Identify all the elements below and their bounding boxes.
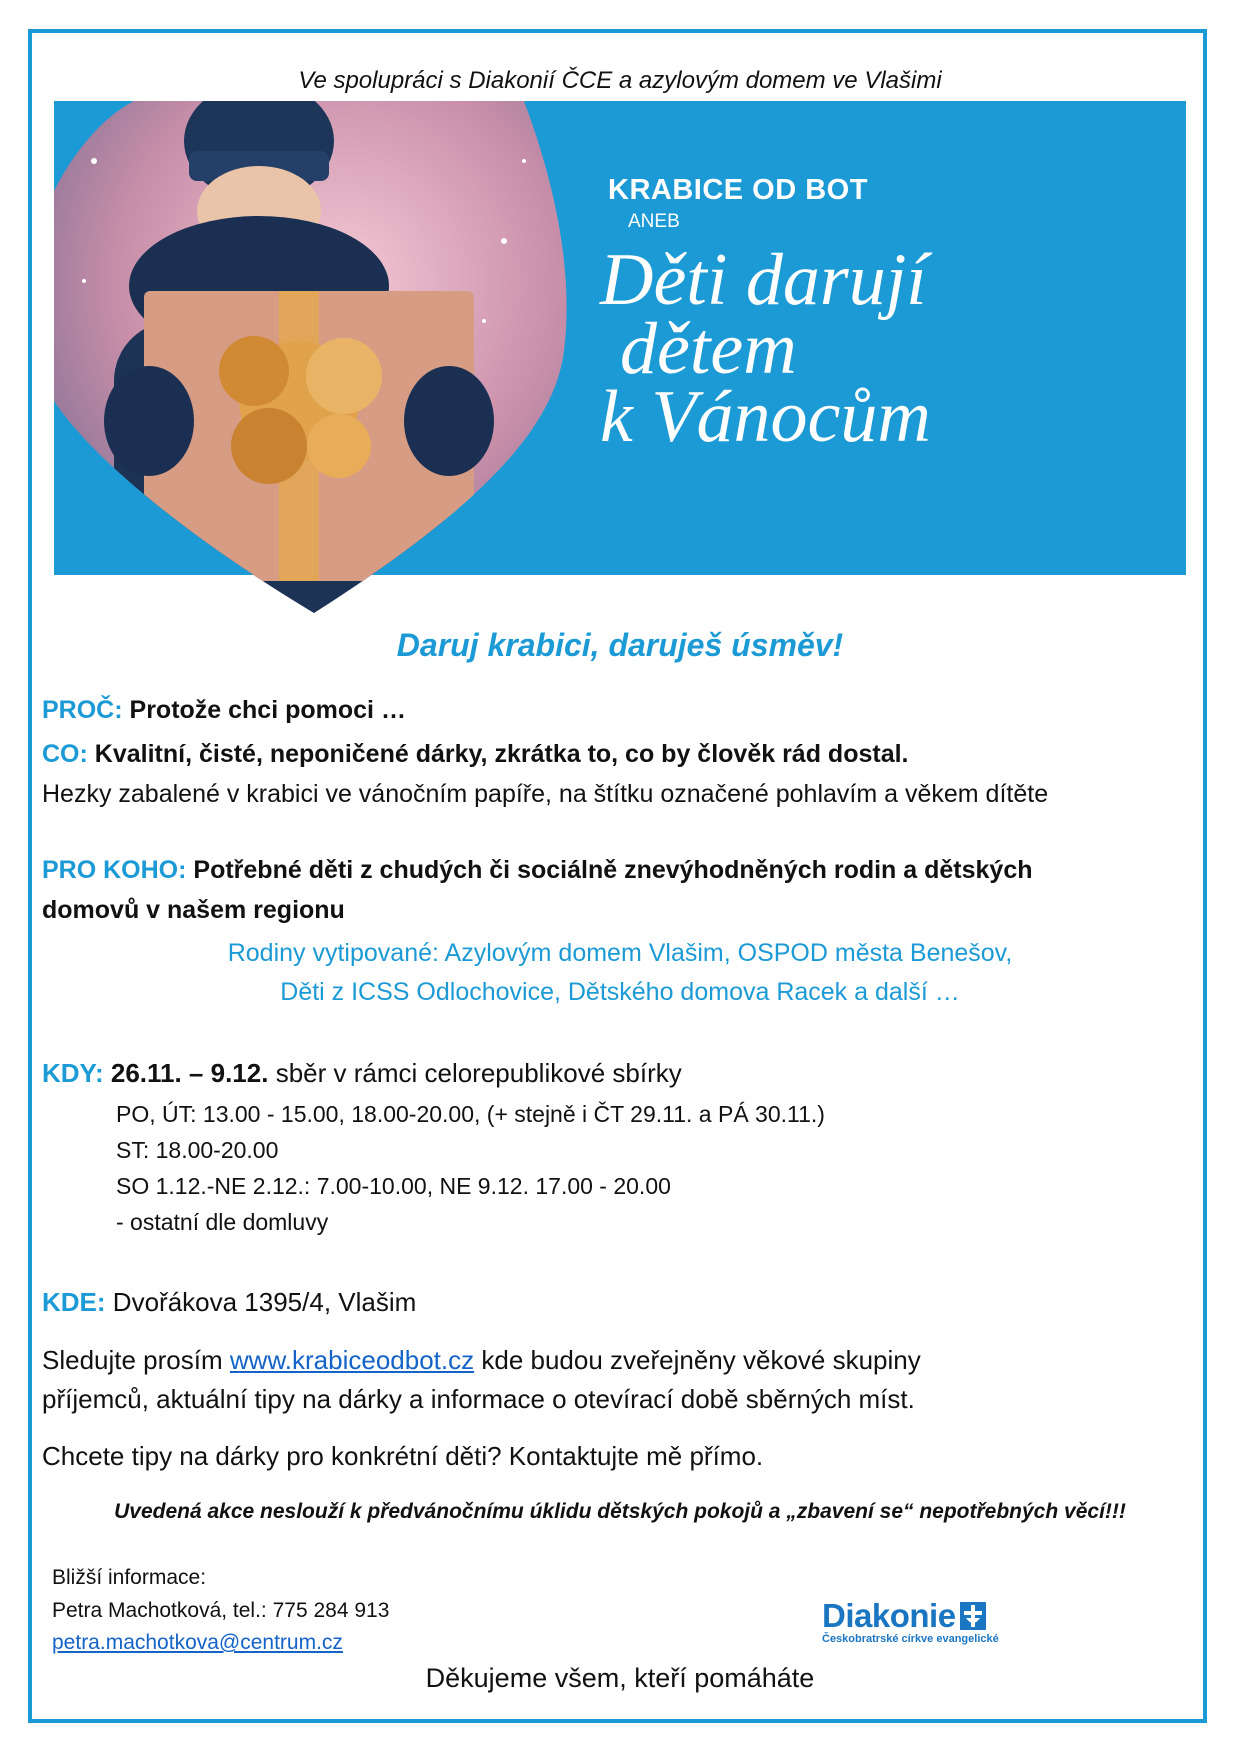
info-person: Petra Machotková, tel.: 775 284 913	[52, 1599, 390, 1622]
pro-koho-label: PRO KOHO:	[42, 856, 187, 884]
families-line2: Děti z ICSS Odlochovice, Dětského domova Racek a další …	[280, 978, 960, 1006]
follow-line2: příjemců, aktuální tipy na dárky a informace o otevírací době sběrných míst.	[42, 1384, 915, 1414]
banner-script-line3: k Vánocům	[600, 376, 931, 458]
kdy-text: sběr v rámci celorepublikové sbírky	[275, 1058, 682, 1088]
kde-label: KDE:	[42, 1287, 106, 1317]
pro-koho-text-line2: domovů v našem regionu	[42, 896, 345, 924]
banner-script-line1: Děti darují	[600, 239, 927, 321]
kdy-row	[42, 1058, 682, 1089]
banner-aneb: ANEB	[628, 211, 680, 232]
slogan: Daruj krabici, daruješ úsměv!	[396, 627, 844, 663]
schedule-line: SO 1.12.-NE 2.12.: 7.00-10.00, NE 9.12. 17.00 - 20.00	[116, 1173, 671, 1199]
proc-row	[42, 696, 406, 725]
email-link[interactable]: petra.machotkova@centrum.cz	[52, 1631, 343, 1654]
families-line1: Rodiny vytipované: Azylovým domem Vlašim, OSPOD města Benešov,	[227, 939, 1013, 967]
co-label: CO:	[42, 740, 88, 768]
proc-label: PROČ:	[42, 696, 123, 724]
info-heading: Bližší informace:	[52, 1566, 207, 1589]
follow-prefix: Sledujte prosím	[42, 1345, 223, 1375]
schedule-line: PO, ÚT: 13.00 - 15.00, 18.00-20.00, (+ stejně i ČT 29.11. a PÁ 30.11.)	[116, 1101, 825, 1127]
contact-prompt: Chcete tipy na dárky pro konkrétní děti? Kontaktujte mě přímo.	[42, 1441, 764, 1471]
banner-script-line2: dětem	[620, 308, 797, 390]
cross-cup-icon	[960, 1602, 986, 1630]
logo-subtitle: Českobratrské církve evangelické	[822, 1633, 999, 1645]
kde-text: Dvořákova 1395/4, Vlašim	[112, 1287, 417, 1317]
pro-koho-row	[42, 856, 1033, 885]
logo-name: Diakonie	[822, 1597, 956, 1634]
follow-line1	[42, 1345, 921, 1376]
thanks-line: Děkujeme všem, kteří pomáháte	[425, 1663, 815, 1693]
proc-text: Protože chci pomoci …	[129, 696, 406, 724]
cooperation-line: Ve spolupráci s Diakonií ČCE a azylovým domem ve Vlašimi	[298, 67, 942, 94]
co-detail: Hezky zabalené v krabici ve vánočním papíře, na štítku označené pohlavím a věkem dítěte	[42, 780, 1049, 808]
follow-suffix: kde budou zveřejněny věkové skupiny	[481, 1345, 921, 1375]
schedule-line: - ostatní dle domluvy	[116, 1209, 329, 1235]
kde-row	[42, 1287, 416, 1318]
kdy-label: KDY:	[42, 1058, 104, 1088]
co-text: Kvalitní, čisté, neponičené dárky, zkrátka to, co by člověk rád dostal.	[94, 740, 909, 768]
diakonie-logo	[822, 1597, 999, 1645]
schedule-line: ST: 18.00-20.00	[116, 1137, 279, 1163]
kdy-dates: 26.11. – 9.12.	[110, 1058, 269, 1088]
pro-koho-text-line1: Potřebné děti z chudých či sociálně znevýhodněných rodin a dětských	[193, 856, 1033, 884]
co-row	[42, 740, 909, 769]
website-link[interactable]: www.krabiceodbot.cz	[229, 1345, 475, 1375]
banner-title: KRABICE OD BOT	[608, 174, 868, 206]
warning-note: Uvedená akce neslouží k předvánočnímu úklidu dětských pokojů a „zbavení se“ nepotřebných věcí!!!	[114, 1500, 1126, 1523]
